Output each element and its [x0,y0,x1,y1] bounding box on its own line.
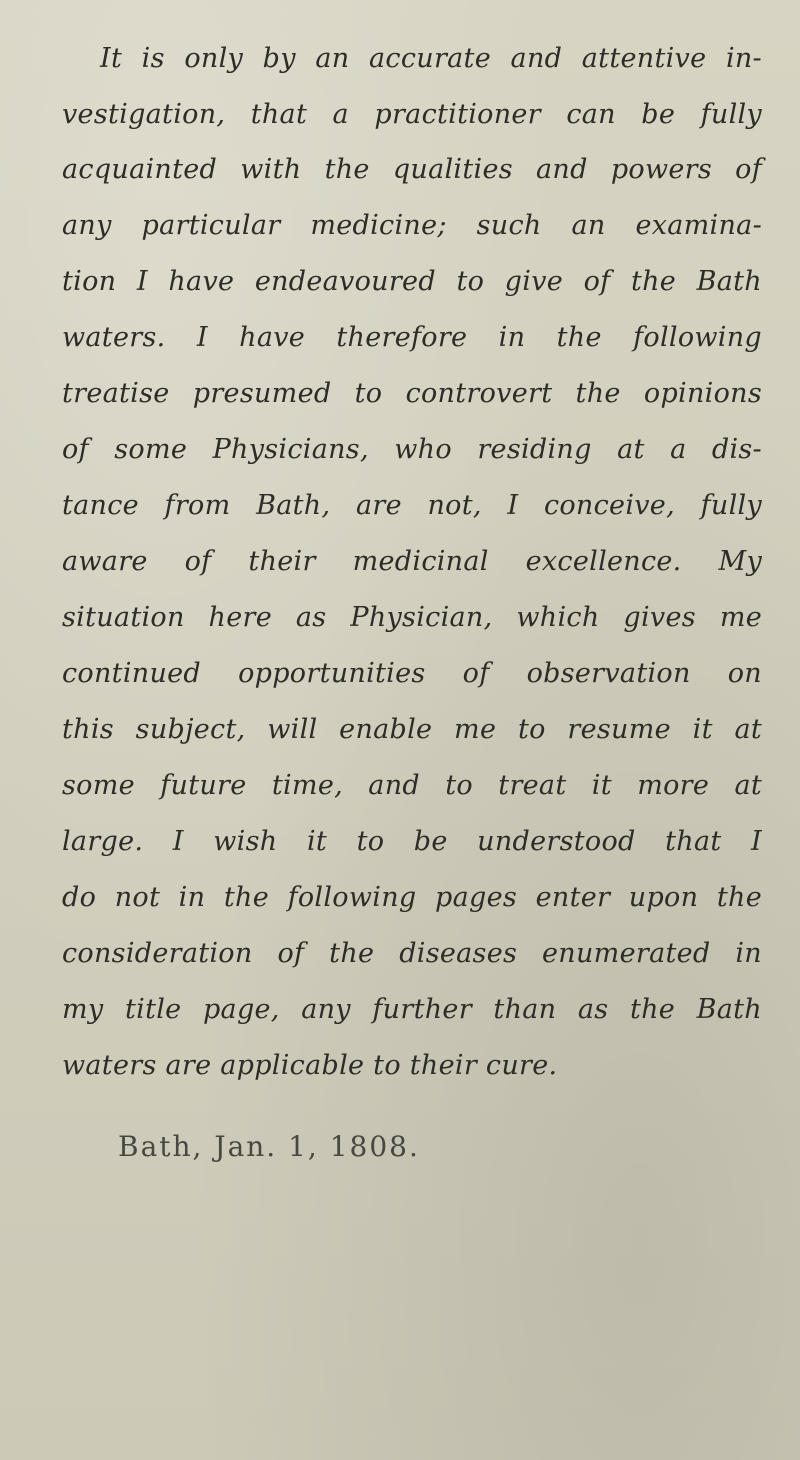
text-line-11: situation here as Physician, which gives me [62,602,762,633]
text-line-3: acquainted with the qualities and powers of [62,154,762,185]
text-line-2: vestigation, that a practitioner can be fully [62,99,762,130]
text-line-17: consideration of the diseases enumerated in [62,938,762,969]
text-line-4: any particular medicine; such an examina- [62,210,762,241]
text-line-1: It is only by an accurate and attentive in- [100,43,762,74]
text-line-18: my title page, any further than as the Bath [62,994,762,1025]
text-line-6: waters. I have therefore in the following [62,322,762,353]
text-line-9: tance from Bath, are not, I conceive, fully [62,490,762,521]
text-line-13: this subject, will enable me to resume it at [62,714,762,745]
text-line-15: large. I wish it to be understood that I [62,826,762,857]
text-line-5: tion I have endeavoured to give of the Bath [62,266,762,297]
text-line-8: of some Physicians, who residing at a dis- [62,434,762,465]
text-line-10: aware of their medicinal excellence. My [62,546,762,577]
text-line-14: some future time, and to treat it more at [62,770,762,801]
signature-date: Bath, Jan. 1, 1808. [118,1130,420,1163]
text-line-16: do not in the following pages enter upon the [62,882,762,913]
text-line-12: continued opportunities of observation on [62,658,762,689]
text-line-19: waters are applicable to their cure. [62,1050,558,1081]
text-line-7: treatise presumed to controvert the opinions [62,378,762,409]
